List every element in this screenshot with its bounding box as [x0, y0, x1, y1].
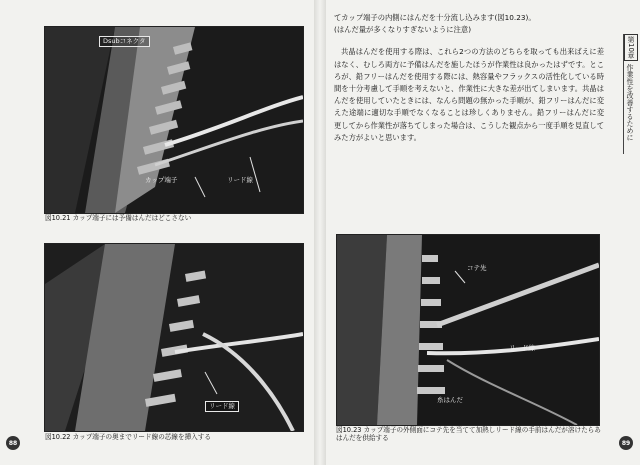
right-page: [326, 0, 640, 465]
chapter-number-tab: 第10章: [624, 34, 638, 61]
chapter-side-tab: [623, 34, 636, 154]
body-paragraph-1: てカップ端子の内側にはんだを十分流し込みます(図10.23)。: [334, 13, 536, 22]
chapter-title-tab: 作業性を改善するために: [626, 63, 634, 141]
label-lead-wire-3: リード線: [509, 344, 535, 352]
body-paragraph-3: 共晶はんだを使用する際は、これら2つの方法のどちらを取っても出来ばえに差はなく、むしろ両方に予備はんだを施したほうが作業性は良かったはずです。ところが、鉛フリーはんだを使用する際には、熱容量やフラックスの活性化している時間を十分考慮して手順を考えないと、作業性に大きな差が出てしまいます。共晶はんだを使用していたときには、なんら問題の無かった手順が、鉛フリーはんだに変えた途端に適切な手順でなくなることは珍しくありません。鉛フリーはんだに変更してから作業性が落ちてしまった場合は、こうした観点から一度手順を見直してみた方がよいと思います。: [334, 47, 604, 142]
page-number-right: 89: [619, 436, 633, 450]
label-solder-wire: 糸はんだ: [437, 396, 463, 404]
photo-connector-illustration: [45, 27, 303, 213]
photo-figure-10-21: [44, 26, 304, 214]
left-page: [0, 0, 316, 465]
label-cup-terminal: カップ端子: [145, 176, 178, 184]
page-number-left: 88: [6, 436, 20, 450]
caption-figure-10-22: 図10.22 カップ端子の奥までリード線の芯線を挿入する: [45, 433, 211, 441]
photo-figure-10-22: [44, 243, 304, 432]
photo-lead-insert-illustration: [45, 244, 303, 431]
caption-figure-10-23: 図10.23 カップ端子の外側面にコテ先を当てて加熱しリード線の手前はんだが溶けたらあはんだを供給する: [336, 426, 601, 442]
body-paragraph-2: (はんだ量が多くなりすぎないように注意): [334, 25, 472, 35]
label-lead-wire-2: リード線: [205, 401, 239, 412]
caption-figure-10-21: 図10.21 カップ端子には予備はんだはどこさない: [45, 214, 192, 222]
body-text: [334, 12, 604, 144]
label-lead-wire: リード線: [227, 176, 253, 184]
label-dsub-connector: Dsubコネクタ: [99, 36, 150, 47]
label-iron-tip: コテ先: [467, 264, 487, 272]
photo-figure-10-23: [336, 234, 600, 426]
